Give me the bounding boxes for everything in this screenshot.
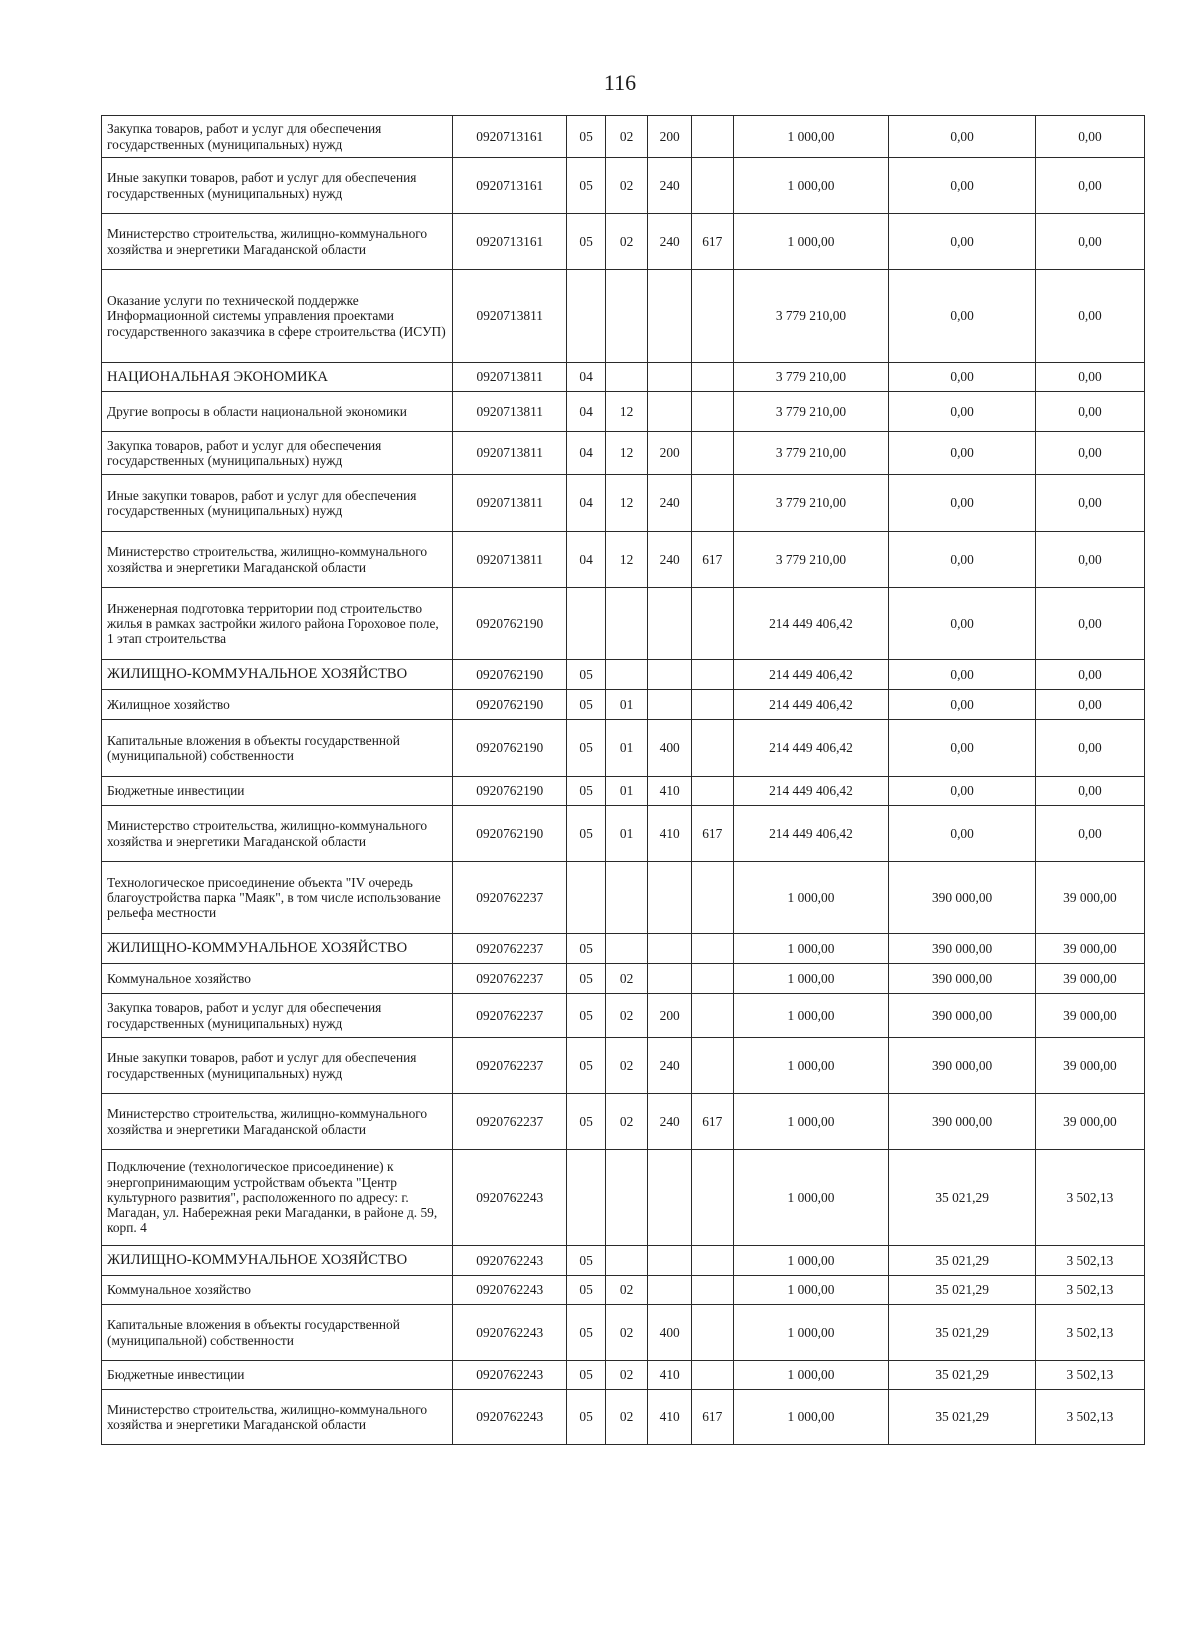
administrator-code-cell (692, 720, 734, 777)
target-article-cell: 0920762190 (453, 806, 567, 862)
table-row (102, 116, 1145, 158)
amount-year-2-cell: 0,00 (889, 806, 1035, 862)
table-row (102, 532, 1145, 588)
item-name-cell: Бюджетные инвестиции (102, 1361, 453, 1390)
administrator-code-cell: 617 (692, 1390, 734, 1445)
administrator-code-cell (692, 934, 734, 964)
target-article-cell: 0920762190 (453, 588, 567, 660)
amount-year-3-cell: 0,00 (1035, 690, 1144, 720)
target-article-cell: 0920762237 (453, 1038, 567, 1094)
item-name-cell: Закупка товаров, работ и услуг для обеспечения государственных (муниципальных) нужд (102, 116, 453, 158)
target-article-cell: 0920713811 (453, 532, 567, 588)
subsection-code-cell (605, 660, 648, 690)
administrator-code-cell (692, 363, 734, 392)
item-name-cell: Оказание услуги по технической поддержке Информационной системы управления проектами государственного заказчика в сфере строительства (ИСУП) (102, 270, 453, 363)
item-name-cell: Иные закупки товаров, работ и услуг для обеспечения государственных (муниципальных) нужд (102, 158, 453, 214)
table-row (102, 363, 1145, 392)
table-row (102, 1150, 1145, 1246)
administrator-code-cell (692, 1305, 734, 1361)
table-row (102, 994, 1145, 1038)
amount-year-2-cell: 0,00 (889, 475, 1035, 532)
expense-type-cell: 410 (648, 1390, 692, 1445)
section-code-cell: 05 (567, 720, 605, 777)
table-row (102, 1094, 1145, 1150)
table-row (102, 1246, 1145, 1276)
target-article-cell: 0920713161 (453, 214, 567, 270)
amount-year-1-cell: 3 779 210,00 (733, 270, 889, 363)
target-article-cell: 0920762190 (453, 777, 567, 806)
amount-year-2-cell: 0,00 (889, 392, 1035, 432)
subsection-code-cell: 01 (605, 720, 648, 777)
table-row (102, 475, 1145, 532)
item-name-cell: ЖИЛИЩНО-КОММУНАЛЬНОЕ ХОЗЯЙСТВО (102, 1246, 453, 1276)
target-article-cell: 0920762190 (453, 660, 567, 690)
administrator-code-cell (692, 1361, 734, 1390)
section-code-cell: 05 (567, 1305, 605, 1361)
expense-type-cell (648, 964, 692, 994)
subsection-code-cell: 01 (605, 777, 648, 806)
expense-type-cell: 240 (648, 532, 692, 588)
section-code-cell: 05 (567, 806, 605, 862)
amount-year-2-cell: 35 021,29 (889, 1150, 1035, 1246)
administrator-code-cell (692, 1038, 734, 1094)
amount-year-1-cell: 1 000,00 (733, 994, 889, 1038)
target-article-cell: 0920762237 (453, 934, 567, 964)
target-article-cell: 0920762243 (453, 1276, 567, 1305)
expense-type-cell: 240 (648, 214, 692, 270)
table-body (102, 116, 1145, 1445)
amount-year-3-cell: 3 502,13 (1035, 1390, 1144, 1445)
amount-year-2-cell: 0,00 (889, 158, 1035, 214)
item-name-cell: ЖИЛИЩНО-КОММУНАЛЬНОЕ ХОЗЯЙСТВО (102, 660, 453, 690)
subsection-code-cell: 12 (605, 475, 648, 532)
section-code-cell: 05 (567, 777, 605, 806)
subsection-code-cell: 02 (605, 1305, 648, 1361)
item-name-cell: Коммунальное хозяйство (102, 1276, 453, 1305)
subsection-code-cell: 02 (605, 1276, 648, 1305)
subsection-code-cell: 12 (605, 432, 648, 475)
administrator-code-cell (692, 1150, 734, 1246)
item-name-cell: Технологическое присоединение объекта "IV очередь благоустройства парка "Маяк", в том числе использование рельефа местности (102, 862, 453, 934)
amount-year-3-cell: 3 502,13 (1035, 1361, 1144, 1390)
administrator-code-cell (692, 660, 734, 690)
amount-year-1-cell: 214 449 406,42 (733, 777, 889, 806)
expense-type-cell: 400 (648, 720, 692, 777)
amount-year-2-cell: 0,00 (889, 532, 1035, 588)
item-name-cell: Бюджетные инвестиции (102, 777, 453, 806)
amount-year-2-cell: 390 000,00 (889, 1038, 1035, 1094)
amount-year-3-cell: 3 502,13 (1035, 1276, 1144, 1305)
section-code-cell: 05 (567, 1246, 605, 1276)
amount-year-1-cell: 1 000,00 (733, 1390, 889, 1445)
target-article-cell: 0920762243 (453, 1150, 567, 1246)
amount-year-1-cell: 214 449 406,42 (733, 720, 889, 777)
expense-type-cell: 400 (648, 1305, 692, 1361)
target-article-cell: 0920713811 (453, 392, 567, 432)
section-code-cell: 05 (567, 1390, 605, 1445)
expense-type-cell (648, 934, 692, 964)
target-article-cell: 0920713811 (453, 432, 567, 475)
amount-year-2-cell: 0,00 (889, 690, 1035, 720)
table-row (102, 964, 1145, 994)
subsection-code-cell: 02 (605, 158, 648, 214)
amount-year-3-cell: 3 502,13 (1035, 1150, 1144, 1246)
subsection-code-cell: 01 (605, 806, 648, 862)
subsection-code-cell (605, 934, 648, 964)
amount-year-1-cell: 214 449 406,42 (733, 690, 889, 720)
amount-year-1-cell: 3 779 210,00 (733, 475, 889, 532)
section-code-cell: 05 (567, 1276, 605, 1305)
table-row (102, 158, 1145, 214)
administrator-code-cell (692, 777, 734, 806)
table-row (102, 270, 1145, 363)
administrator-code-cell (692, 690, 734, 720)
section-code-cell: 05 (567, 1361, 605, 1390)
administrator-code-cell (692, 1276, 734, 1305)
item-name-cell: Министерство строительства, жилищно-коммунального хозяйства и энергетики Магаданской области (102, 1094, 453, 1150)
expense-type-cell (648, 862, 692, 934)
amount-year-3-cell: 0,00 (1035, 660, 1144, 690)
target-article-cell: 0920762237 (453, 1094, 567, 1150)
amount-year-1-cell: 1 000,00 (733, 158, 889, 214)
amount-year-1-cell: 214 449 406,42 (733, 588, 889, 660)
expense-type-cell (648, 690, 692, 720)
section-code-cell (567, 1150, 605, 1246)
subsection-code-cell: 12 (605, 532, 648, 588)
section-code-cell: 05 (567, 690, 605, 720)
table-row (102, 432, 1145, 475)
section-code-cell: 05 (567, 660, 605, 690)
table-row (102, 214, 1145, 270)
target-article-cell: 0920762243 (453, 1246, 567, 1276)
item-name-cell: Капитальные вложения в объекты государственной (муниципальной) собственности (102, 1305, 453, 1361)
amount-year-2-cell: 35 021,29 (889, 1361, 1035, 1390)
section-code-cell: 05 (567, 1038, 605, 1094)
amount-year-1-cell: 1 000,00 (733, 1276, 889, 1305)
administrator-code-cell (692, 964, 734, 994)
table-row (102, 1276, 1145, 1305)
amount-year-3-cell: 3 502,13 (1035, 1305, 1144, 1361)
administrator-code-cell (692, 1246, 734, 1276)
expense-type-cell (648, 660, 692, 690)
item-name-cell: Другие вопросы в области национальной экономики (102, 392, 453, 432)
amount-year-1-cell: 214 449 406,42 (733, 806, 889, 862)
expense-type-cell (648, 1276, 692, 1305)
subsection-code-cell (605, 588, 648, 660)
expense-type-cell (648, 392, 692, 432)
section-code-cell: 05 (567, 1094, 605, 1150)
amount-year-1-cell: 1 000,00 (733, 214, 889, 270)
amount-year-2-cell: 0,00 (889, 588, 1035, 660)
item-name-cell: Иные закупки товаров, работ и услуг для обеспечения государственных (муниципальных) нужд (102, 1038, 453, 1094)
table-row (102, 862, 1145, 934)
section-code-cell: 04 (567, 432, 605, 475)
subsection-code-cell: 02 (605, 994, 648, 1038)
amount-year-3-cell: 3 502,13 (1035, 1246, 1144, 1276)
page-number: 116 (603, 70, 637, 95)
item-name-cell: Иные закупки товаров, работ и услуг для обеспечения государственных (муниципальных) нужд (102, 475, 453, 532)
amount-year-2-cell: 0,00 (889, 363, 1035, 392)
administrator-code-cell (692, 862, 734, 934)
section-code-cell: 05 (567, 158, 605, 214)
amount-year-2-cell: 0,00 (889, 270, 1035, 363)
section-code-cell: 04 (567, 475, 605, 532)
subsection-code-cell (605, 1246, 648, 1276)
expense-type-cell (648, 1150, 692, 1246)
item-name-cell: Подключение (технологическое присоединение) к энергопринимающим устройствам объекта "Центр культурного развития", расположенного по адресу: г. Магадан, ул. Набережная реки Магаданки, в районе д. 59, корп. 4 (102, 1150, 453, 1246)
amount-year-3-cell: 39 000,00 (1035, 934, 1144, 964)
amount-year-3-cell: 0,00 (1035, 363, 1144, 392)
subsection-code-cell: 02 (605, 1038, 648, 1094)
item-name-cell: Министерство строительства, жилищно-коммунального хозяйства и энергетики Магаданской области (102, 806, 453, 862)
administrator-code-cell (692, 270, 734, 363)
amount-year-3-cell: 0,00 (1035, 806, 1144, 862)
amount-year-1-cell: 1 000,00 (733, 1361, 889, 1390)
amount-year-2-cell: 35 021,29 (889, 1305, 1035, 1361)
table-row (102, 720, 1145, 777)
target-article-cell: 0920762190 (453, 690, 567, 720)
item-name-cell: Жилищное хозяйство (102, 690, 453, 720)
subsection-code-cell (605, 1150, 648, 1246)
item-name-cell: Коммунальное хозяйство (102, 964, 453, 994)
amount-year-3-cell: 0,00 (1035, 158, 1144, 214)
subsection-code-cell (605, 363, 648, 392)
item-name-cell: НАЦИОНАЛЬНАЯ ЭКОНОМИКА (102, 363, 453, 392)
amount-year-1-cell: 1 000,00 (733, 1094, 889, 1150)
amount-year-3-cell: 0,00 (1035, 777, 1144, 806)
amount-year-2-cell: 35 021,29 (889, 1390, 1035, 1445)
target-article-cell: 0920762243 (453, 1361, 567, 1390)
amount-year-3-cell: 39 000,00 (1035, 862, 1144, 934)
amount-year-2-cell: 0,00 (889, 720, 1035, 777)
expense-type-cell: 200 (648, 994, 692, 1038)
amount-year-2-cell: 390 000,00 (889, 862, 1035, 934)
item-name-cell: Министерство строительства, жилищно-коммунального хозяйства и энергетики Магаданской области (102, 1390, 453, 1445)
table-row (102, 1390, 1145, 1445)
amount-year-1-cell: 1 000,00 (733, 1038, 889, 1094)
item-name-cell: Министерство строительства, жилищно-коммунального хозяйства и энергетики Магаданской области (102, 532, 453, 588)
section-code-cell: 04 (567, 392, 605, 432)
section-code-cell (567, 270, 605, 363)
amount-year-3-cell: 0,00 (1035, 392, 1144, 432)
section-code-cell (567, 862, 605, 934)
table-row (102, 777, 1145, 806)
subsection-code-cell (605, 270, 648, 363)
target-article-cell: 0920713161 (453, 116, 567, 158)
section-code-cell (567, 588, 605, 660)
item-name-cell: Капитальные вложения в объекты государственной (муниципальной) собственности (102, 720, 453, 777)
item-name-cell: Министерство строительства, жилищно-коммунального хозяйства и энергетики Магаданской области (102, 214, 453, 270)
amount-year-3-cell: 0,00 (1035, 432, 1144, 475)
budget-table (101, 115, 1145, 1445)
target-article-cell: 0920762243 (453, 1305, 567, 1361)
subsection-code-cell: 02 (605, 116, 648, 158)
subsection-code-cell: 12 (605, 392, 648, 432)
table-row (102, 690, 1145, 720)
section-code-cell: 05 (567, 934, 605, 964)
administrator-code-cell (692, 158, 734, 214)
table-row (102, 1038, 1145, 1094)
target-article-cell: 0920713161 (453, 158, 567, 214)
amount-year-1-cell: 3 779 210,00 (733, 532, 889, 588)
section-code-cell: 05 (567, 116, 605, 158)
table-row (102, 660, 1145, 690)
amount-year-1-cell: 3 779 210,00 (733, 392, 889, 432)
table-row (102, 1361, 1145, 1390)
administrator-code-cell (692, 994, 734, 1038)
amount-year-2-cell: 390 000,00 (889, 964, 1035, 994)
target-article-cell: 0920713811 (453, 363, 567, 392)
amount-year-1-cell: 1 000,00 (733, 934, 889, 964)
administrator-code-cell: 617 (692, 1094, 734, 1150)
item-name-cell: Инженерная подготовка территории под строительство жилья в рамках застройки жилого района Гороховое поле, 1 этап строительства (102, 588, 453, 660)
table-row (102, 392, 1145, 432)
amount-year-2-cell: 390 000,00 (889, 1094, 1035, 1150)
section-code-cell: 04 (567, 363, 605, 392)
table-row (102, 806, 1145, 862)
expense-type-cell: 200 (648, 432, 692, 475)
administrator-code-cell (692, 475, 734, 532)
item-name-cell: Закупка товаров, работ и услуг для обеспечения государственных (муниципальных) нужд (102, 432, 453, 475)
amount-year-3-cell: 39 000,00 (1035, 994, 1144, 1038)
administrator-code-cell: 617 (692, 532, 734, 588)
amount-year-3-cell: 0,00 (1035, 475, 1144, 532)
administrator-code-cell (692, 588, 734, 660)
subsection-code-cell (605, 862, 648, 934)
target-article-cell: 0920713811 (453, 475, 567, 532)
amount-year-3-cell: 0,00 (1035, 588, 1144, 660)
section-code-cell: 04 (567, 532, 605, 588)
table-row (102, 588, 1145, 660)
amount-year-1-cell: 1 000,00 (733, 1305, 889, 1361)
expense-type-cell (648, 1246, 692, 1276)
item-name-cell: Закупка товаров, работ и услуг для обеспечения государственных (муниципальных) нужд (102, 994, 453, 1038)
section-code-cell: 05 (567, 964, 605, 994)
expense-type-cell: 200 (648, 116, 692, 158)
expense-type-cell (648, 588, 692, 660)
amount-year-1-cell: 214 449 406,42 (733, 660, 889, 690)
amount-year-2-cell: 35 021,29 (889, 1276, 1035, 1305)
expense-type-cell (648, 270, 692, 363)
amount-year-1-cell: 1 000,00 (733, 116, 889, 158)
subsection-code-cell: 01 (605, 690, 648, 720)
amount-year-3-cell: 0,00 (1035, 214, 1144, 270)
amount-year-1-cell: 1 000,00 (733, 1150, 889, 1246)
target-article-cell: 0920762190 (453, 720, 567, 777)
amount-year-3-cell: 39 000,00 (1035, 964, 1144, 994)
amount-year-3-cell: 0,00 (1035, 532, 1144, 588)
amount-year-1-cell: 1 000,00 (733, 862, 889, 934)
amount-year-2-cell: 390 000,00 (889, 934, 1035, 964)
amount-year-3-cell: 0,00 (1035, 270, 1144, 363)
amount-year-3-cell: 0,00 (1035, 116, 1144, 158)
expense-type-cell (648, 363, 692, 392)
section-code-cell: 05 (567, 994, 605, 1038)
expense-type-cell: 240 (648, 1038, 692, 1094)
amount-year-1-cell: 3 779 210,00 (733, 432, 889, 475)
amount-year-2-cell: 0,00 (889, 777, 1035, 806)
expense-type-cell: 410 (648, 806, 692, 862)
amount-year-3-cell: 0,00 (1035, 720, 1144, 777)
subsection-code-cell: 02 (605, 1094, 648, 1150)
expense-type-cell: 240 (648, 475, 692, 532)
amount-year-2-cell: 0,00 (889, 432, 1035, 475)
target-article-cell: 0920762243 (453, 1390, 567, 1445)
amount-year-2-cell: 0,00 (889, 660, 1035, 690)
amount-year-2-cell: 390 000,00 (889, 994, 1035, 1038)
amount-year-1-cell: 3 779 210,00 (733, 363, 889, 392)
table-row (102, 934, 1145, 964)
administrator-code-cell (692, 392, 734, 432)
amount-year-3-cell: 39 000,00 (1035, 1094, 1144, 1150)
subsection-code-cell: 02 (605, 1361, 648, 1390)
subsection-code-cell: 02 (605, 214, 648, 270)
administrator-code-cell (692, 116, 734, 158)
item-name-cell: ЖИЛИЩНО-КОММУНАЛЬНОЕ ХОЗЯЙСТВО (102, 934, 453, 964)
target-article-cell: 0920762237 (453, 994, 567, 1038)
amount-year-2-cell: 0,00 (889, 214, 1035, 270)
target-article-cell: 0920762237 (453, 964, 567, 994)
expense-type-cell: 410 (648, 1361, 692, 1390)
expense-type-cell: 240 (648, 1094, 692, 1150)
administrator-code-cell: 617 (692, 214, 734, 270)
amount-year-2-cell: 0,00 (889, 116, 1035, 158)
amount-year-1-cell: 1 000,00 (733, 1246, 889, 1276)
amount-year-3-cell: 39 000,00 (1035, 1038, 1144, 1094)
table-row (102, 1305, 1145, 1361)
amount-year-1-cell: 1 000,00 (733, 964, 889, 994)
administrator-code-cell: 617 (692, 806, 734, 862)
subsection-code-cell: 02 (605, 1390, 648, 1445)
target-article-cell: 0920762237 (453, 862, 567, 934)
section-code-cell: 05 (567, 214, 605, 270)
target-article-cell: 0920713811 (453, 270, 567, 363)
subsection-code-cell: 02 (605, 964, 648, 994)
expense-type-cell: 410 (648, 777, 692, 806)
expense-type-cell: 240 (648, 158, 692, 214)
administrator-code-cell (692, 432, 734, 475)
amount-year-2-cell: 35 021,29 (889, 1246, 1035, 1276)
